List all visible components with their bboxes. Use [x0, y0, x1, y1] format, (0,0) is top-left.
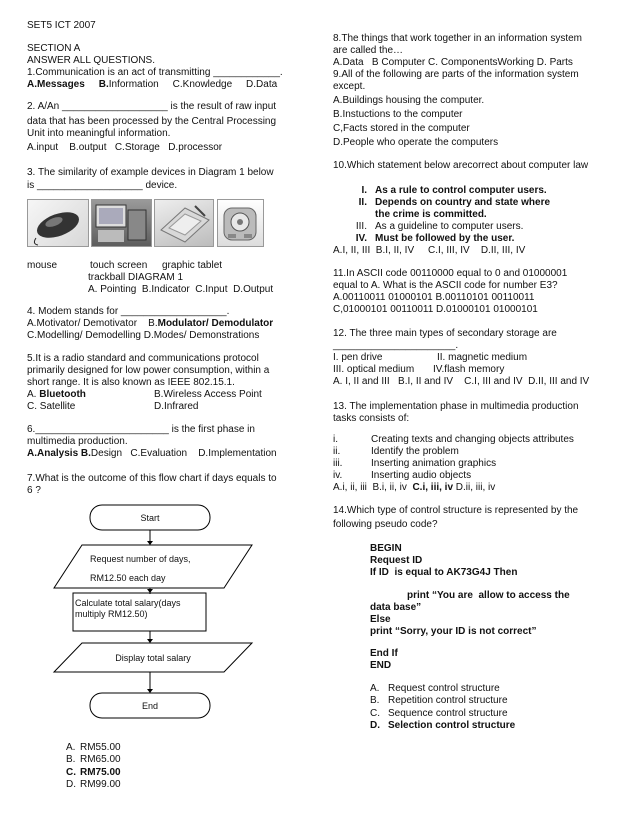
- q5-opt-b: B.Wireless Access Point: [154, 389, 262, 400]
- q11-line2: equal to A. What is the ASCII code for number E3?: [333, 280, 558, 291]
- q7-line2: 6 ?: [27, 485, 41, 496]
- q6-opt-b: Design: [90, 448, 123, 459]
- q1-opt-c: C.Knowledge: [172, 79, 233, 90]
- q12-item-4: IV.flash memory: [433, 364, 505, 375]
- flow-process-label-1: Calculate total salary(days: [75, 598, 181, 608]
- q10-item-1-text: As a rule to control computer users.: [375, 185, 547, 196]
- q14-line1: 14.Which type of control structure is represented by the: [333, 505, 579, 516]
- q3-line2: is ___________________ device.: [27, 180, 178, 191]
- q7-line1: 7.What is the outcome of this flow chart if days equals to: [27, 473, 277, 484]
- caption-touch-screen: touch screen: [90, 260, 148, 271]
- q7-answer-a-key: A.: [66, 742, 76, 753]
- flow-input-label-1: Request number of days,: [90, 554, 191, 564]
- q9-opt-d: D.People who operate the computers: [333, 137, 499, 148]
- q14-answer-a-text: Request control structure: [388, 683, 500, 694]
- q9-opt-b: B.Instuctions to the computer: [333, 109, 463, 120]
- q7-answer-b-key: B.: [66, 754, 76, 766]
- q6-opt-cd: C.Evaluation D.Implementation: [122, 448, 277, 459]
- q7-answer-d-text: RM99.00: [80, 779, 121, 791]
- q10-item-3-text: As a guideline to computer users.: [375, 221, 524, 232]
- q14-line2: following pseudo code?: [333, 519, 438, 530]
- q13-item-2-num: ii.: [333, 446, 341, 457]
- q14-answer-d: [370, 720, 515, 732]
- pseudo-else: Else: [370, 614, 391, 625]
- q2-line2: data that has been processed by the Central Processing: [27, 116, 277, 127]
- q12-line2: ______________________.: [333, 340, 459, 351]
- q14-answer-c: [370, 708, 515, 720]
- q13-opt-d: D.ii, iii, iv: [453, 482, 496, 493]
- q10-item-2-num: II.: [358, 197, 367, 208]
- q5-opt-c: C. Satellite: [27, 401, 76, 412]
- instruction: ANSWER ALL QUESTIONS.: [27, 55, 155, 66]
- q9-line2: except.: [333, 81, 366, 92]
- q3-line1: 3. The similarity of example devices in Diagram 1 below: [27, 167, 274, 178]
- q12-line4: [333, 364, 623, 376]
- q6-opt-ab: A.Analysis B.: [27, 448, 91, 459]
- q6-line1: 6.________________________ is the first phase in: [27, 424, 255, 435]
- q7-answers: [66, 742, 121, 792]
- graphic-tablet-image: [154, 199, 214, 247]
- pseudo-print-1-cont: data base”: [370, 602, 422, 613]
- q14-answer-c-key: C.: [370, 707, 380, 719]
- q7-answer-d: [66, 779, 121, 791]
- q7-answer-a-text: RM55.00: [80, 742, 121, 753]
- q13-options: [333, 482, 623, 494]
- q6-options: [27, 448, 299, 460]
- q10-item-4-num: IV.: [355, 233, 367, 244]
- q10-item-1-num: I.: [361, 185, 367, 196]
- q11-line3: A.00110011 01000101 B.00110101 00110011: [333, 292, 535, 303]
- q13-item-4-text: Inserting audio objects: [371, 470, 472, 481]
- q7-answer-b-text: RM65.00: [80, 754, 121, 766]
- q14-answer-b-key: B.: [370, 695, 380, 707]
- pseudo-begin: BEGIN: [370, 543, 402, 554]
- q1-opt-a-key: A.: [27, 79, 37, 90]
- q6-line2: multimedia production.: [27, 436, 128, 447]
- q4-line1: 4. Modem stands for ___________________.: [27, 306, 230, 317]
- q5-opt-a-key: A.: [27, 389, 37, 400]
- q13-line1: 13. The implementation phase in multimedia production: [333, 401, 579, 412]
- q2-options: A.input B.output C.Storage D.processor: [27, 142, 223, 153]
- q13-item-4-num: iv.: [333, 470, 343, 481]
- q14-answer-b-text: Repetition control structure: [388, 695, 508, 707]
- q8-options: A.Data B Computer C. ComponentsWorking D. Parts: [333, 57, 573, 68]
- pseudo-end: END: [370, 660, 392, 671]
- q12-item-3: III. optical medium: [333, 364, 415, 375]
- q14-answer-d-text: Selection control structure: [388, 720, 516, 732]
- q13-item-3-text: Inserting animation graphics: [371, 458, 497, 469]
- q4-options-1: [27, 318, 299, 330]
- mouse-image: [27, 199, 89, 247]
- q9-line1: 9.All of the following are parts of the information system: [333, 69, 579, 80]
- q3-caption2: trackball DIAGRAM 1: [88, 272, 184, 283]
- q5-line2: primarily designed for low power consumption, within a: [27, 365, 270, 376]
- flow-start-label: Start: [140, 513, 160, 523]
- q1-opt-b: Information: [108, 79, 159, 90]
- q5-options-ab: [27, 389, 299, 401]
- q4-options-2: C.Modelling/ Demodelling D.Modes/ Demonstrations: [27, 330, 260, 341]
- q10-item-3-num: III.: [355, 221, 367, 232]
- q10-item-2-text: Depends on country and state where: [375, 197, 551, 208]
- flow-end-label: End: [141, 701, 158, 711]
- q7-answer-c-text: RM75.00: [80, 766, 121, 778]
- q10-line1: 10.Which statement below arecorrect about computer law: [333, 160, 589, 171]
- q8-line2: are called the…: [333, 45, 404, 56]
- q9-opt-a: A.Buildings housing the computer.: [333, 95, 485, 106]
- q10-item-4-text: Must be followed by the user.: [375, 233, 515, 244]
- q8-line1: 8.The things that work together in an information system: [333, 33, 583, 44]
- q12-options: A. I, II and III B.I, II and IV C.I, III and IV D.II, III and IV: [333, 376, 590, 387]
- q12-item-1: I. pen drive: [333, 352, 383, 363]
- q1-text: 1.Communication is an act of transmitting ____________.: [27, 67, 283, 78]
- q11-line4: C,01000101 00110011 D.01000101 01000101: [333, 304, 538, 315]
- touch-screen-image: [91, 199, 152, 247]
- q9-opt-c: C,Facts stored in the computer: [333, 123, 470, 134]
- pseudo-request: Request ID: [370, 555, 423, 566]
- flow-process-label-2: multiply RM12.50): [75, 609, 148, 619]
- q12-line1: 12. The three main types of secondary storage are: [333, 328, 557, 339]
- q5-opt-d: D.Infrared: [154, 401, 199, 412]
- trackball-image: [217, 199, 264, 247]
- q1-opt-a: Messages: [37, 79, 85, 90]
- q7-answer-c-key: C.: [66, 766, 76, 778]
- q12-line3: [333, 352, 623, 364]
- q1-opt-b-key: B.: [98, 79, 109, 90]
- section-title: SECTION A: [27, 43, 81, 54]
- q14-answers: [370, 683, 515, 733]
- q13-item-1-num: i.: [333, 434, 338, 445]
- pseudo-if: If ID is equal to AK73G4J Then: [370, 567, 518, 578]
- caption-graphic-tablet: graphic tablet: [162, 260, 223, 271]
- q7-answer-c: [66, 767, 121, 779]
- pseudo-print-1: print “You are allow to access the: [407, 590, 570, 601]
- q13-line2: tasks consists of:: [333, 413, 410, 424]
- q13-item-2-text: Identify the problem: [371, 446, 459, 457]
- pseudo-print-2: print “Sorry, your ID is not correct”: [370, 626, 537, 637]
- q1-options: [27, 79, 299, 91]
- q3-options: A. Pointing B.Indicator C.Input D.Output: [88, 284, 274, 295]
- q13-item-1-text: Creating texts and changing objects attributes: [371, 434, 574, 445]
- q5-options-cd: [27, 401, 299, 413]
- q7-answer-d-key: D.: [66, 779, 76, 791]
- q5-opt-a: Bluetooth: [39, 389, 86, 400]
- q14-answer-d-key: D.: [370, 720, 380, 732]
- q7-answer-a: [66, 742, 121, 754]
- q10-item-2-cont-text: the crime is committed.: [375, 209, 487, 220]
- flow-output-label: Display total salary: [115, 653, 191, 663]
- flow-input-label-2: RM12.50 each day: [90, 573, 166, 583]
- q2-line3: Unit into meaningful information.: [27, 128, 171, 139]
- caption-mouse: mouse: [27, 260, 58, 271]
- page-header: SET5 ICT 2007: [27, 20, 96, 31]
- q7-answer-b: [66, 754, 121, 766]
- q14-answer-a: [370, 683, 515, 695]
- q14-answer-b: [370, 695, 515, 707]
- q14-answer-c-text: Sequence control structure: [388, 707, 508, 719]
- q5-line3: short range. It is also known as IEEE 802.15.1.: [27, 377, 235, 388]
- q4-opt-ab: A.Motivator/ Demotivator B.: [27, 318, 158, 329]
- q5-line1: 5.It is a radio standard and communications protocol: [27, 353, 259, 364]
- q14-answer-a-key: A.: [370, 683, 380, 694]
- q13-item-3-num: iii.: [333, 458, 343, 469]
- q4-opt-b-answer: Modulator/ Demodulator: [157, 318, 274, 329]
- q13-opt-ab: A.i, ii, iii B.i, ii, iv: [333, 482, 413, 493]
- q11-line1: 11.In ASCII code 00110000 equal to 0 and 01000001: [333, 268, 568, 279]
- q1-opt-d: D.Data: [246, 79, 278, 90]
- q10-options: A.I, II, III B.I, II, IV C.I, III, IV D.II, III, IV: [333, 245, 526, 256]
- q13-opt-c-answer: C.i, iii, iv: [412, 482, 454, 493]
- q2-line1: 2. A/An ___________________ is the result of raw input: [27, 101, 277, 112]
- pseudo-endif: End If: [370, 648, 398, 659]
- q12-item-2: II. magnetic medium: [437, 352, 528, 363]
